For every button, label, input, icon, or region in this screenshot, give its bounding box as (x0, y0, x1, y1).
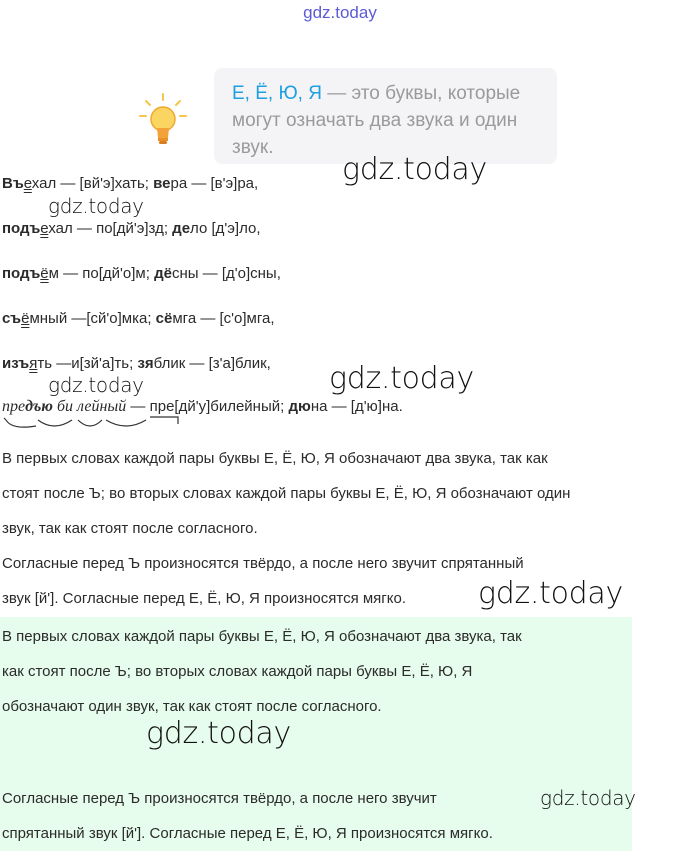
answer-line: как стоят после Ъ; во вторых словах каждой пары буквы Е, Ё, Ю, Я (2, 663, 473, 680)
top-watermark[interactable]: gdz.today (303, 3, 377, 22)
explanation-line: Согласные перед Ъ произносятся твёрдо, а после него звучит спрятанный (2, 555, 524, 572)
watermark[interactable]: gdz.today (478, 576, 623, 611)
watermark[interactable]: gdz.today (329, 361, 474, 396)
watermark[interactable]: gdz.today (146, 716, 291, 751)
explanation-line: звук [й']. Согласные перед Е, Ё, Ю, Я произносятся мягко. (2, 590, 407, 607)
watermark[interactable]: gdz.today (342, 152, 487, 187)
explanation-line: В первых словах каждой пары буквы Е, Ё, Ю, Я обозначают два звука, так как (2, 450, 548, 467)
explanation-line: звук, так как стоят после согласного. (2, 520, 258, 537)
watermark[interactable]: gdz.today (540, 786, 636, 810)
morpheme-marks (2, 414, 182, 434)
answer-line: обозначают один звук, так как стоят после согласного. (2, 698, 382, 715)
example-line: изъять —и[зй'а]ть; зяблик — [з'а]блик, (2, 355, 271, 372)
lightbulb-icon (138, 92, 188, 150)
answer-line: Согласные перед Ъ произносятся твёрдо, а после него звучит (2, 790, 437, 807)
example-line: съёмный —[сй'о]мка; сёмга — [с'о]мга, (2, 310, 275, 327)
example-line: Въехал — [вй'э]хать; вера — [в'э]ра, (2, 175, 259, 192)
morpheme-word: предъю би лейный (2, 398, 127, 415)
rule-text (232, 80, 552, 161)
answer-line: В первых словах каждой пары буквы Е, Ё, Ю, Я обозначают два звука, так (2, 628, 522, 645)
example-line: подъехал — по[дй'э]зд; дело [д'э]ло, (2, 220, 261, 237)
rule-letters: Е, Ё, Ю, Я (232, 83, 322, 104)
watermark[interactable]: gdz.today (48, 194, 144, 218)
watermark[interactable]: gdz.today (48, 373, 144, 397)
example-line: подъём — по[дй'о]м; дёсны — [д'о]сны, (2, 265, 281, 282)
example-line-morphemes: предъю би лейный — пре[дй'у]билейный; дюна — [д'ю]на. (2, 398, 403, 415)
explanation-line: стоят после Ъ; во вторых словах каждой пары буквы Е, Ё, Ю, Я обозначают один (2, 485, 571, 502)
rule-body: — это буквы, которые могут означать два звука и один звук. (232, 83, 521, 158)
answer-line: спрятанный звук [й']. Согласные перед Е, Ё, Ю, Я произносятся мягко. (2, 825, 493, 842)
